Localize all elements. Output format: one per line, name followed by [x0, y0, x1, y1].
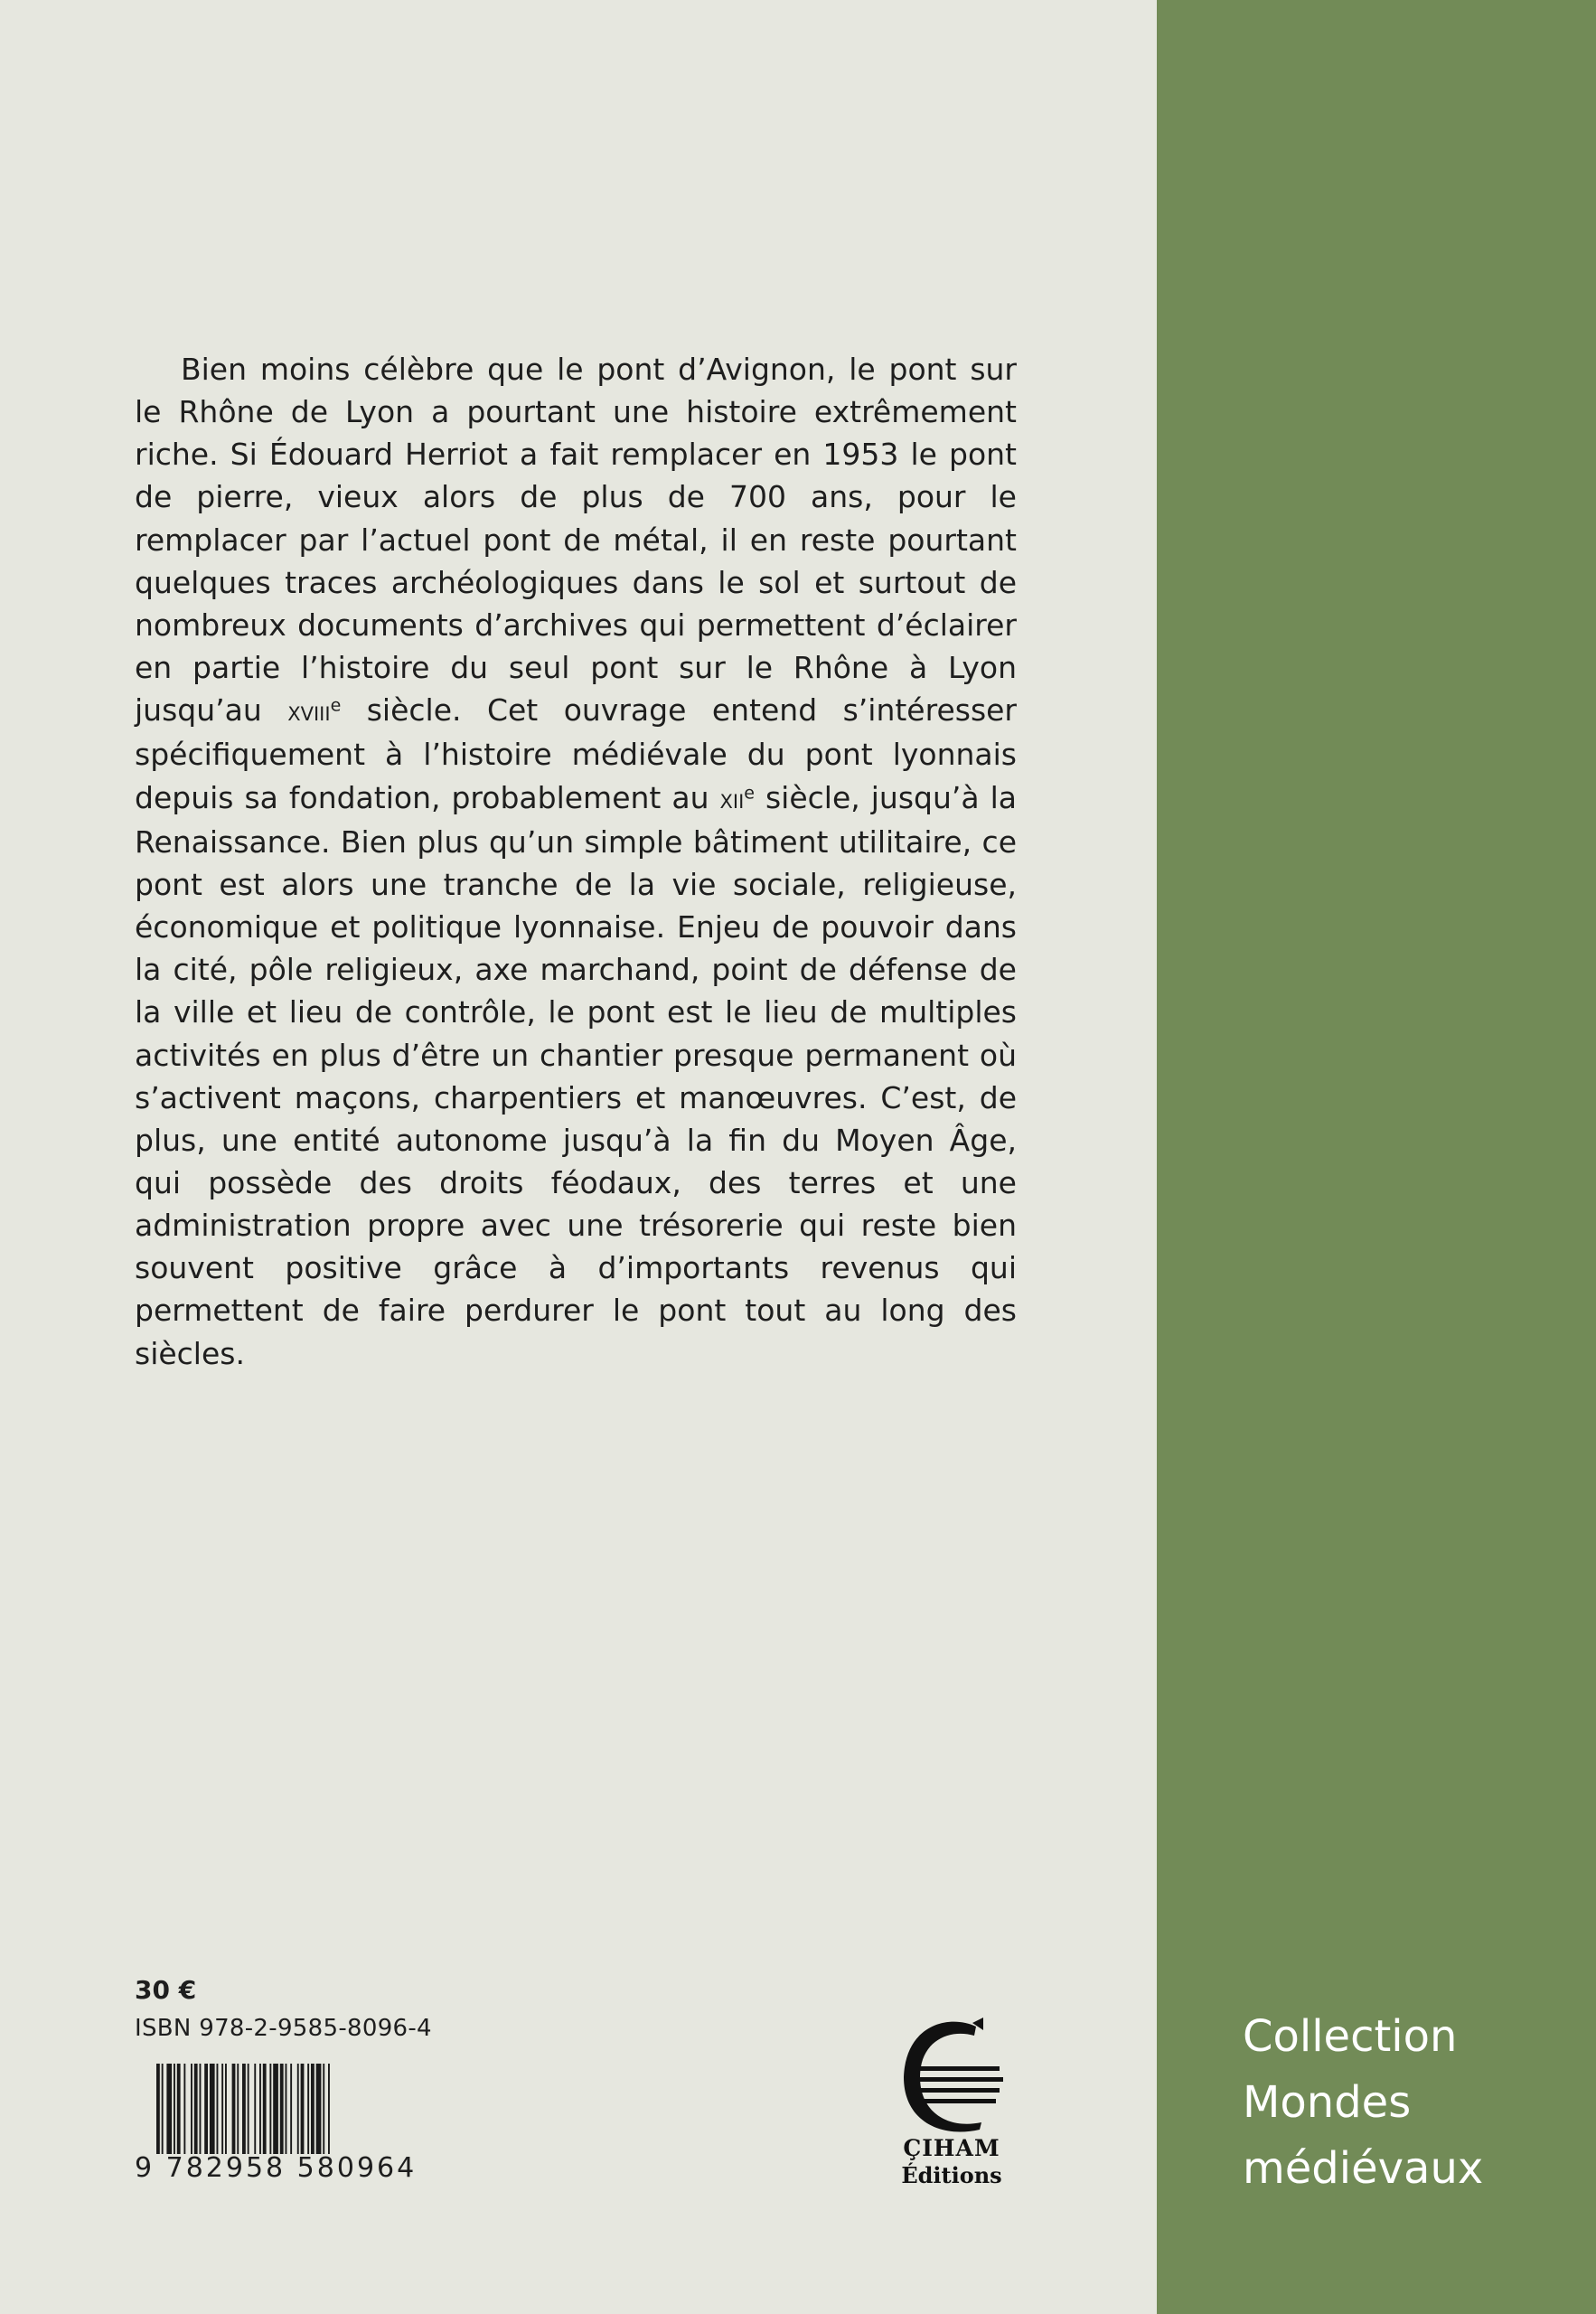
- barcode-bar: [263, 2064, 267, 2154]
- barcode-bar: [232, 2064, 236, 2154]
- century-xviii: xviii: [287, 696, 331, 729]
- barcode-bar: [210, 2064, 215, 2154]
- barcode-bar: [311, 2064, 315, 2154]
- ciham-c-icon: [893, 2014, 1010, 2140]
- barcode-bar: [273, 2064, 278, 2154]
- barcode-bar: [183, 2064, 185, 2154]
- barcode-bar: [177, 2064, 181, 2154]
- barcode-bar: [162, 2064, 164, 2154]
- barcode-bar: [269, 2064, 271, 2154]
- barcode-bar: [204, 2064, 208, 2154]
- barcode-number: 9 782958 580964: [135, 2152, 418, 2184]
- barcode-bar: [259, 2064, 261, 2154]
- blurb-part-2: siècle. Cet ouvrage entend s’intéresser spécifiquement à l’histoire médiévale du pont lyonnais depuis sa fondation, probablement au: [135, 692, 1018, 815]
- barcode-bar: [166, 2064, 172, 2154]
- century-xii-sup: e: [744, 783, 755, 804]
- back-cover-blurb: [135, 348, 1017, 1375]
- barcode-bar: [307, 2064, 309, 2154]
- barcode-bar: [297, 2064, 299, 2154]
- barcode-bar: [221, 2064, 223, 2154]
- barcode-bar: [290, 2064, 292, 2154]
- publisher-name: ÇIHAM: [903, 2135, 1000, 2161]
- collection-line-1: Collection: [1243, 2011, 1458, 2062]
- barcode-bar: [248, 2064, 249, 2154]
- barcode-bar: [280, 2064, 284, 2154]
- barcode-bar: [174, 2064, 175, 2154]
- barcode-bar: [301, 2064, 305, 2154]
- barcode-bar: [191, 2064, 192, 2154]
- barcode-bar: [323, 2064, 324, 2154]
- barcode-bar: [225, 2064, 227, 2154]
- barcode-bars: [156, 2064, 382, 2154]
- isbn: ISBN 978-2-9585-8096-4: [135, 2015, 432, 2042]
- price: 30 €: [135, 1975, 197, 2005]
- barcode-bar: [237, 2064, 239, 2154]
- barcode-bar: [200, 2064, 202, 2154]
- barcode-bar: [217, 2064, 219, 2154]
- collection-line-2: Mondes: [1243, 2077, 1412, 2128]
- blurb-part-1: Bien moins célèbre que le pont d’Avignon, le pont sur le Rhône de Lyon a pourtant une histoire extrêmement riche. Si Édouard Herriot a fait remplacer en 1953 le pont de pierre, vieux alors de plus de 700 ans, pour le remplacer par l’actuel pont de métal, il en reste pourtant quelques traces archéologiques dans le sol et surtout de nombreux documents d’archives qui permettent d’éclairer en partie l’histoire du seul pont sur le Rhône à Lyon jusqu’au: [135, 352, 1017, 729]
- blurb-part-3: siècle, jusqu’à la Renaissance. Bien plus qu’un simple bâtiment utilitaire, ce pont est alors une tranche de la vie sociale, religieuse, économique et politique lyonnaise. Enjeu de pouvoir dans la cité, pôle religieux, axe marchand, point de défense de la ville et lieu de contrôle, le pont est le lieu de multiples activités en plus d’être un chantier presque permanent où s’activent maçons, charpentiers et manœuvres. C’est, de plus, une entité autonome jusqu’à la fin du Moyen Âge, qui possède des droits féodaux, des terres et une administration propre avec une trésorerie qui reste bien souvent positive grâce à d’importants revenus qui permettent de faire perdurer le pont tout au long des siècles.: [135, 779, 1017, 1371]
- barcode-bar: [316, 2064, 322, 2154]
- barcode-bar: [254, 2064, 256, 2154]
- collection-line-3: médiévaux: [1243, 2143, 1484, 2194]
- century-xii: xii: [719, 783, 745, 815]
- barcode: [135, 2064, 418, 2190]
- century-xviii-sup: e: [330, 695, 342, 716]
- publisher-subtitle: Éditions: [901, 2162, 1002, 2188]
- barcode-bar: [156, 2064, 160, 2154]
- barcode-bar: [286, 2064, 287, 2154]
- barcode-bar: [194, 2064, 198, 2154]
- publisher-logo: [884, 2014, 1019, 2195]
- collection-name: [1243, 2004, 1483, 2202]
- barcode-bar: [328, 2064, 330, 2154]
- barcode-bar: [242, 2064, 246, 2154]
- green-side-band: [1157, 0, 1596, 2314]
